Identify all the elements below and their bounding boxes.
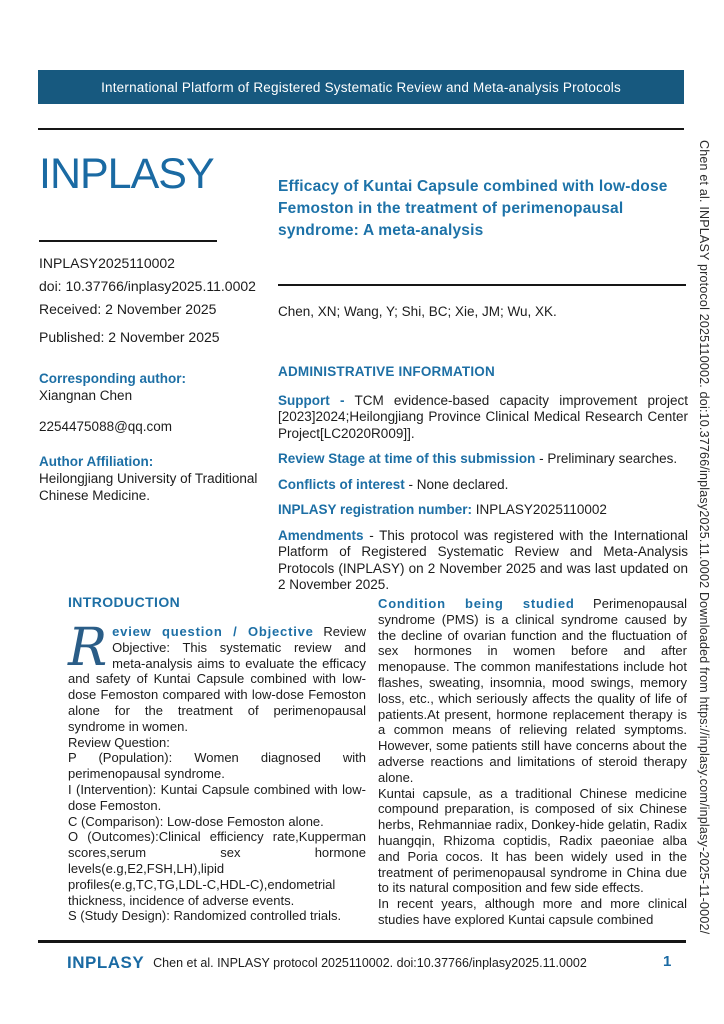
registration-label: INPLASY registration number:	[278, 502, 473, 517]
picos-outcomes: O (Outcomes):Clinical efficiency rate,Kupperman scores,serum sex hormone levels(e.g,E2,FSH,LH),lipid profiles(e.g,TC,TG,LDL-C,HDL-C),endometrial thickness, incidence of adverse events.	[68, 829, 366, 908]
review-question-text: Review Objective: This systematic review and meta-analysis aims to evaluate the efficacy and safety of Kuntai Capsule combined with low-dose Femoston compared with low-dose Femoston alone for the treatment of perimenopausal syndrome in women.	[68, 624, 366, 734]
condition-label: Condition being studied	[378, 596, 575, 611]
picos-intervention: I (Intervention): Kuntai Capsule combined with low-dose Femoston.	[68, 781, 366, 813]
authors-line: Chen, XN; Wang, Y; Shi, BC; Xie, JM; Wu, XK.	[278, 304, 557, 319]
footer-divider	[38, 940, 686, 943]
picos-population: P (Population): Women diagnosed with perimenopausal syndrome.	[68, 750, 366, 782]
introduction-heading: INTRODUCTION	[68, 594, 181, 610]
article-title: Efficacy of Kuntai Capsule combined with low-dose Femoston in the treatment of perimenopausal syndrome: A meta-analysis	[278, 178, 668, 239]
footer-page-number: 1	[663, 953, 672, 970]
registration-line	[278, 502, 688, 519]
affiliation-label: Author Affiliation:	[39, 454, 154, 469]
conflicts-text: - None declared.	[408, 476, 509, 492]
conflicts-line	[278, 477, 688, 494]
header-divider	[38, 128, 684, 130]
footer-brand: INPLASY	[67, 953, 145, 972]
review-question-line: Review Question:	[68, 734, 170, 750]
authors-divider	[278, 284, 686, 286]
amendments-label: Amendments	[278, 527, 364, 543]
corresponding-author-label: Corresponding author:	[39, 371, 186, 386]
introduction-left-column	[68, 618, 366, 924]
review-stage-line	[278, 451, 688, 468]
condition-paragraph-3: In recent years, although more and more clinical studies have explored Kuntai capsule combined	[378, 896, 687, 927]
review-question-paragraph	[68, 618, 366, 735]
footer-citation: Chen et al. INPLASY protocol 2025110002. doi:10.37766/inplasy2025.11.0002	[153, 956, 587, 970]
picos-study-design: S (Study Design): Randomized controlled trials.	[68, 908, 342, 924]
logo-underline	[39, 240, 217, 242]
support-text: TCM evidence-based capacity improvement project [2023]2024;Heilongjiang Province Clinical Medical Research Center Project[LC2020R009]].	[278, 392, 688, 441]
corresponding-author-email: 2254475088@qq.com	[39, 419, 173, 434]
contact-block	[39, 370, 289, 504]
received-date: Received: 2 November 2025	[39, 301, 217, 317]
administrative-information-section	[278, 364, 688, 603]
registration-id: INPLASY2025110002	[39, 255, 175, 271]
condition-paragraph-1	[378, 596, 687, 786]
review-stage-text: - Preliminary searches.	[539, 451, 678, 466]
amendments-line	[278, 528, 688, 594]
condition-paragraph-2: Kuntai capsule, as a traditional Chinese medicine compound preparation, is composed of six Chinese herbs, Rehmanniae radix, Donkey-hide gelatin, Radix huangqin, Rhizoma coptidis, Radix paeoniae alba and Poria cocos. It has been widely used in the treatment of perimenopausal syndrome in China due to its natural composition and few side effects.	[378, 785, 687, 896]
published-date: Published: 2 November 2025	[39, 329, 220, 345]
registration-text: INPLASY2025110002	[475, 502, 607, 517]
review-stage-label: Review Stage at time of this submission	[278, 451, 536, 466]
side-citation-vertical: Chen et al. INPLASY protocol 2025110002. doi:10.37766/inplasy2025.11.0002 Downloaded from https://inplasy.com/inplasy-2025-11-0002/	[697, 140, 711, 935]
amendments-text: - This protocol was registered with the International Platform of Registered Systematic Review and Meta-Analysis Protocols (INPLASY) on 2 November 2025 and was last updated on 2 November 2025.	[278, 527, 688, 592]
affiliation-text: Heilongjiang University of Traditional Chinese Medicine.	[39, 471, 258, 503]
protocol-meta-block	[39, 252, 256, 349]
introduction-right-column	[378, 596, 687, 928]
support-label: Support -	[278, 392, 345, 408]
picos-comparison: C (Comparison): Low-dose Femoston alone.	[68, 813, 324, 829]
conflicts-label: Conflicts of interest	[278, 476, 405, 492]
doi: doi: 10.37766/inplasy2025.11.0002	[39, 278, 256, 294]
inplasy-logo: INPLASY	[39, 150, 214, 198]
review-question-label: eview question / Objective	[112, 624, 314, 639]
dropcap-letter: R	[68, 618, 108, 678]
journal-banner	[38, 70, 684, 104]
support-line	[278, 393, 688, 443]
administrative-information-heading: ADMINISTRATIVE INFORMATION	[278, 364, 495, 379]
condition-text-1: Perimenopausal syndrome (PMS) is a clinical syndrome caused by the decline of ovarian function and the fluctuation of sex hormones in women before and after menopause. The common manifestations include hot flashes, sweating, insomnia, mood swings, memory loss, etc., which seriously affects the quality of life of patients.At present, hormone replacement therapy is a common means of relieving related symptoms. However, some patients still have concerns about the adverse reactions and limitations of steroid therapy alone.	[378, 596, 687, 785]
journal-banner-text: International Platform of Registered Systematic Review and Meta-analysis Protocols	[101, 79, 621, 95]
corresponding-author-name: Xiangnan Chen	[39, 388, 133, 403]
